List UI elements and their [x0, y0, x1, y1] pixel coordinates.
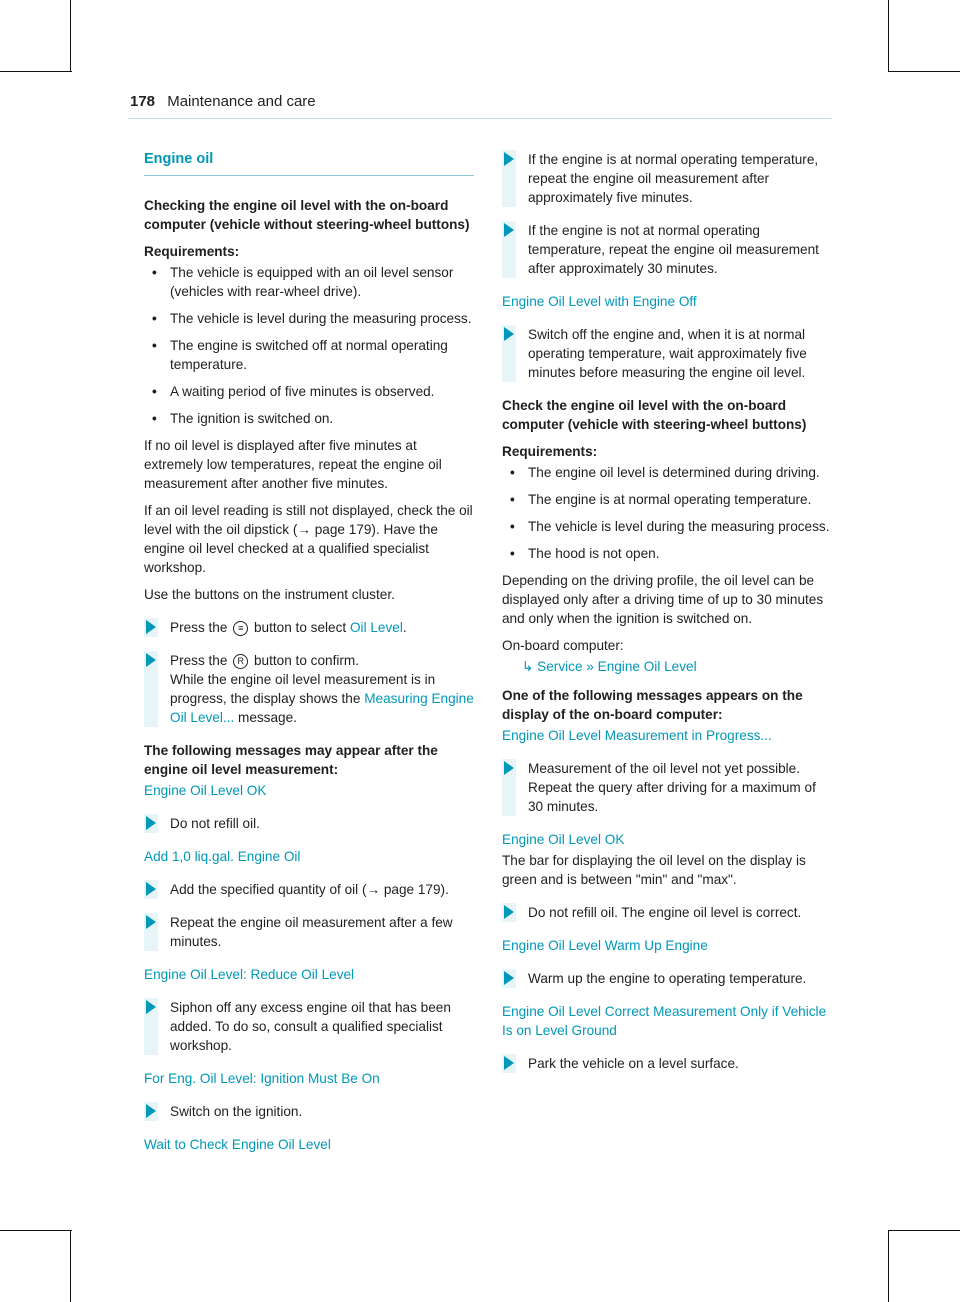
arrow-icon — [504, 971, 514, 985]
arrow-icon — [146, 653, 156, 667]
crop-mark — [0, 71, 72, 72]
arrow-icon — [504, 905, 514, 919]
paragraph: Depending on the driving profile, the oil level can be displayed only after a driving time of up to 30 minutes and only when the ignition is switched on. — [502, 573, 824, 626]
list-item: • The engine oil level is determined during driving. — [510, 465, 820, 480]
step: Switch off the engine and, when it is at normal operating temperature, wait approximately five minutes before measuring the engine oil level. — [502, 325, 832, 382]
step: Do not refill oil. — [144, 814, 474, 833]
display-message: Engine Oil Level: Reduce Oil Level — [144, 967, 355, 982]
list-item: • The engine is at normal operating temperature. — [510, 492, 812, 507]
arrow-icon — [146, 816, 156, 830]
requirements-label: Requirements: — [144, 244, 240, 259]
heading: One of the following messages appears on the display of the on-board computer: — [502, 688, 803, 722]
page-number: 178 — [130, 93, 156, 110]
paragraph: If an oil level reading is still not displayed, check the oil level with the oil dipstick (→ page 179). Have the engine oil level checked at a qualified specialist workshop. — [144, 503, 473, 575]
arrow-icon — [504, 152, 514, 166]
display-message: Engine Oil Level OK — [144, 783, 267, 798]
paragraph: If no oil level is displayed after five minutes at extremely low temperatures, repeat the engine oil measurement after another five minutes. — [144, 438, 442, 491]
paragraph: Use the buttons on the instrument cluster. — [144, 587, 395, 602]
display-message: For Eng. Oil Level: Ignition Must Be On — [144, 1071, 380, 1086]
list-item: • The engine is switched off at normal operating temperature. — [152, 338, 448, 372]
display-message: Engine Oil Level Warm Up Engine — [502, 938, 708, 953]
display-message: Engine Oil Level Measurement in Progress... — [502, 728, 772, 743]
arrow-icon — [146, 1000, 156, 1014]
heading: The following messages may appear after the engine oil level measurement: — [144, 743, 438, 777]
arrow-icon — [504, 327, 514, 341]
header-rule — [128, 118, 832, 119]
display-message: Engine Oil Level OK — [502, 832, 625, 847]
crop-mark — [888, 0, 889, 72]
step: Siphon off any excess engine oil that has been added. To do so, consult a qualified specialist workshop. — [144, 998, 474, 1055]
paragraph: On-board computer: — [502, 638, 624, 653]
crop-mark — [70, 1230, 71, 1302]
requirements-list — [144, 263, 474, 428]
step: Repeat the engine oil measurement after a few minutes. — [144, 913, 474, 951]
crop-mark — [70, 0, 71, 72]
display-message: Engine Oil Level Correct Measurement Only if Vehicle Is on Level Ground — [502, 1004, 827, 1038]
list-item: • The hood is not open. — [510, 546, 660, 561]
step: Switch on the ignition. — [144, 1102, 474, 1121]
display-message: Wait to Check Engine Oil Level — [144, 1137, 331, 1152]
menu-path: ↳ Service » Engine Oil Level — [522, 659, 697, 674]
step: Press the ≡ button to select Oil Level. — [144, 618, 474, 637]
arrow-icon — [504, 223, 514, 237]
step: Add the specified quantity of oil (→ page 179). — [144, 880, 474, 899]
crop-mark — [888, 1230, 960, 1231]
list-item: • The vehicle is equipped with an oil level sensor (vehicles with rear-wheel drive). — [152, 265, 454, 299]
right-column — [502, 150, 832, 1087]
page-header — [130, 92, 316, 111]
crop-mark — [888, 1230, 889, 1302]
step: If the engine is at normal operating temperature, repeat the engine oil measurement after approximately five minutes. — [502, 150, 832, 207]
list-item: • The ignition is switched on. — [152, 411, 334, 426]
requirements-list — [502, 463, 832, 563]
paragraph: The bar for displaying the oil level on the display is green and is between "min" and "max". — [502, 853, 806, 887]
arrow-icon — [146, 1104, 156, 1118]
menu-path-arrow-icon: ↳ — [522, 659, 534, 674]
step: Press the R button to confirm. While the engine oil level measurement is in progress, the display shows the Measuring Engine Oil Level... message. — [144, 651, 474, 727]
arrow-icon — [146, 882, 156, 896]
heading: Check the engine oil level with the on-board computer (vehicle with steering-wheel buttons) — [502, 398, 807, 432]
list-item: • A waiting period of five minutes is observed. — [152, 384, 435, 399]
step: Warm up the engine to operating temperature. — [502, 969, 832, 988]
display-message: Add 1,0 liq.gal. Engine Oil — [144, 849, 301, 864]
double-chevron-icon: » — [586, 659, 594, 674]
list-item: • The vehicle is level during the measuring process. — [152, 311, 472, 326]
chapter-title: Maintenance and care — [167, 93, 316, 110]
arrow-icon — [504, 1056, 514, 1070]
step: Park the vehicle on a level surface. — [502, 1054, 832, 1073]
step: Measurement of the oil level not yet possible. Repeat the query after driving for a maximum of 30 minutes. — [502, 759, 832, 816]
display-message: Engine Oil Level with Engine Off — [502, 294, 697, 309]
left-column — [144, 150, 474, 1168]
menu-button-icon: ≡ — [233, 621, 248, 636]
crop-mark — [888, 71, 960, 72]
section-title: Engine oil — [144, 150, 474, 176]
step: Do not refill oil. The engine oil level is correct. — [502, 903, 832, 922]
arrow-icon — [146, 915, 156, 929]
arrow-icon — [504, 761, 514, 775]
arrow-icon — [146, 620, 156, 634]
requirements-label: Requirements: — [502, 444, 598, 459]
confirm-button-icon: R — [233, 654, 248, 669]
heading: Checking the engine oil level with the on-board computer (vehicle without steering-wheel buttons) — [144, 198, 470, 232]
crop-mark — [0, 1230, 72, 1231]
step: If the engine is not at normal operating temperature, repeat the engine oil measurement after approximately 30 minutes. — [502, 221, 832, 278]
list-item: • The vehicle is level during the measuring process. — [510, 519, 830, 534]
